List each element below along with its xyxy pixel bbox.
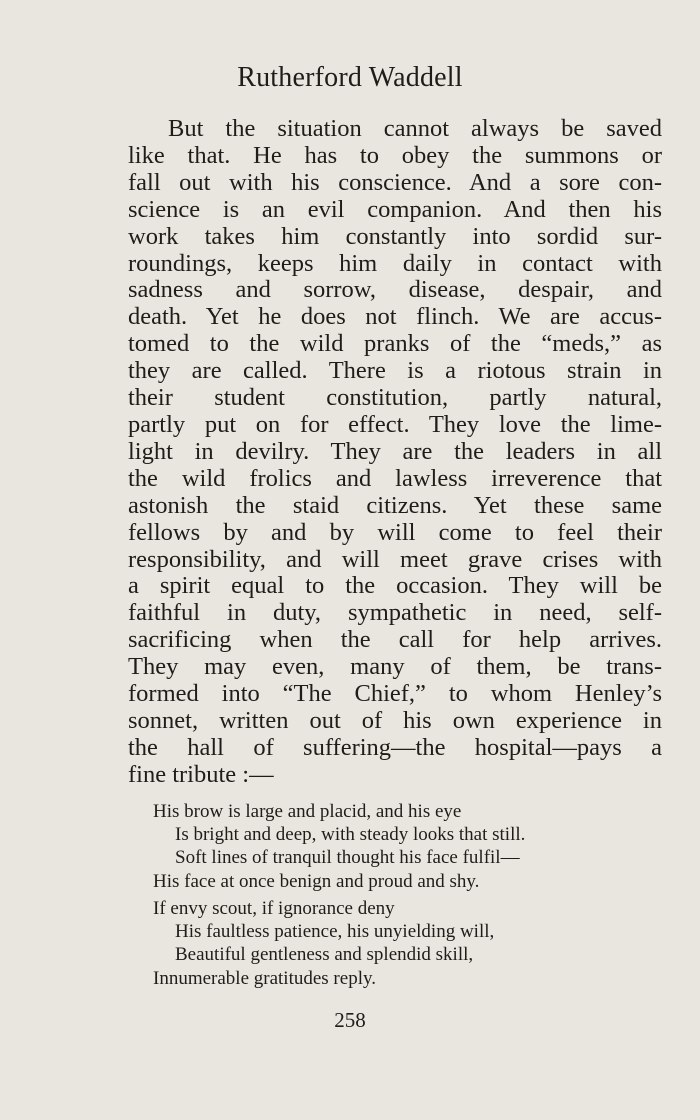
- body-line: But the situation cannot always be saved: [168, 115, 662, 142]
- running-head: Rutherford Waddell: [237, 62, 463, 93]
- body-line: responsibility, and will meet grave crises with: [128, 545, 662, 573]
- body-line: light in devilry. They are the leaders in all: [128, 437, 662, 465]
- poem-line: His face at once benign and proud and shy.: [153, 870, 480, 892]
- body-line: formed into “The Chief,” to whom Henley’s: [128, 680, 662, 708]
- body-line: fellows by and by will come to feel their: [128, 518, 662, 546]
- body-line: science is an evil companion. And then his: [128, 195, 662, 223]
- poem-line: Beautiful gentleness and splendid skill,: [175, 944, 474, 966]
- body-line: like that. He has to obey the summons or: [128, 141, 662, 169]
- body-line: partly put on for effect. They love the lime-: [128, 410, 662, 438]
- poem-line: If envy scout, if ignorance deny: [153, 898, 395, 919]
- sonnet-stanza-1: [153, 800, 673, 893]
- body-line: astonish the staid citizens. Yet these same: [128, 491, 662, 519]
- page-number: 258: [334, 1008, 366, 1032]
- body-line: fall out with his conscience. And a sore con-: [128, 168, 662, 196]
- poem-line: His brow is large and placid, and his eye: [153, 801, 462, 822]
- body-line: They may even, many of them, be trans-: [128, 653, 662, 681]
- body-line: the hall of suffering—the hospital—pays a: [128, 733, 662, 761]
- body-line: fine tribute :—: [128, 760, 274, 788]
- body-line: the wild frolics and lawless irreverence that: [128, 464, 662, 492]
- body-line: their student constitution, partly natural,: [128, 384, 662, 412]
- body-line: work takes him constantly into sordid sur-: [128, 222, 662, 250]
- body-line: sadness and sorrow, disease, despair, and: [128, 276, 662, 304]
- poem-line: Is bright and deep, with steady looks that still.: [175, 824, 526, 846]
- body-line: sonnet, written out of his own experience in: [128, 706, 662, 734]
- body-line: faithful in duty, sympathetic in need, self-: [128, 599, 662, 627]
- poem-line: Soft lines of tranquil thought his face fulfil—: [175, 847, 520, 869]
- body-line: sacrificing when the call for help arrives.: [128, 626, 662, 654]
- body-line: tomed to the wild pranks of the “meds,” as: [128, 330, 662, 358]
- poem-line: His faultless patience, his unyielding will,: [175, 921, 495, 943]
- body-line: a spirit equal to the occasion. They will be: [128, 572, 662, 600]
- sonnet-stanza-2: [153, 897, 673, 990]
- poem-line: Innumerable gratitudes reply.: [153, 967, 376, 989]
- body-line: roundings, keeps him daily in contact with: [128, 249, 662, 277]
- body-paragraph: [128, 116, 662, 789]
- body-line: they are called. There is a riotous strain in: [128, 357, 662, 385]
- body-line: death. Yet he does not flinch. We are accus-: [128, 303, 662, 331]
